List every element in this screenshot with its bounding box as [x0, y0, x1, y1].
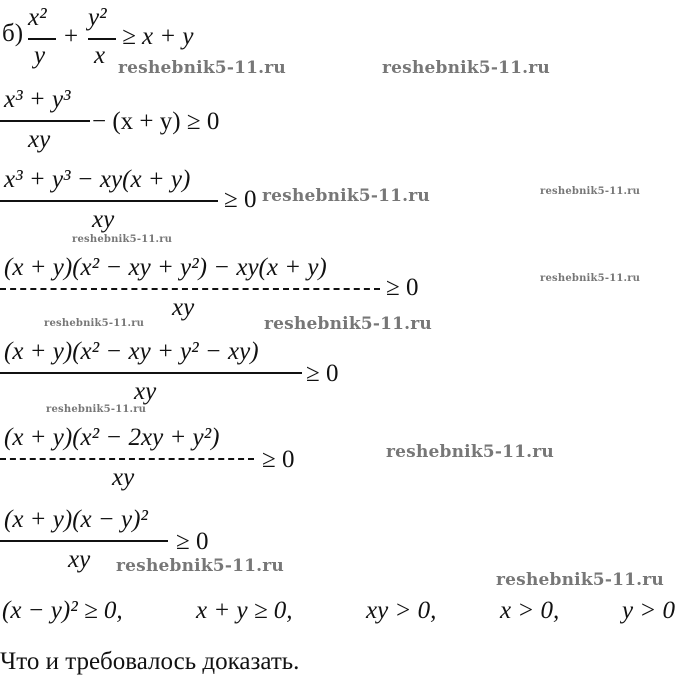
- numerator: y²: [88, 4, 107, 31]
- denominator: xy: [92, 206, 115, 233]
- fraction-bar: [0, 372, 302, 374]
- numerator: x³ + y³: [4, 86, 71, 113]
- numerator: (x + y)(x² − xy + y² − xy): [4, 338, 259, 365]
- step-2-relation: ≥ 0: [224, 186, 257, 213]
- watermark: reshebnik5-11.ru: [386, 442, 554, 462]
- fraction-bar: [0, 288, 380, 290]
- fraction-bar: [88, 38, 116, 40]
- condition-sum-nonneg: x + y ≥ 0,: [196, 597, 293, 624]
- numerator: (x + y)(x² − xy + y²) − xy(x + y): [4, 254, 327, 281]
- watermark: reshebnik5-11.ru: [116, 556, 284, 576]
- watermark: reshebnik5-11.ru: [262, 186, 430, 206]
- denominator: xy: [68, 546, 91, 573]
- watermark: reshebnik5-11.ru: [382, 58, 550, 78]
- condition-product-pos: xy > 0,: [366, 597, 437, 624]
- numerator: (x + y)(x − y)²: [4, 506, 148, 533]
- denominator: xy: [28, 126, 51, 153]
- watermark: reshebnik5-11.ru: [496, 570, 664, 590]
- denominator: y: [34, 42, 46, 69]
- step-6-relation: ≥ 0: [176, 528, 209, 555]
- watermark: reshebnik5-11.ru: [540, 186, 641, 197]
- item-label: б): [2, 20, 24, 47]
- denominator: xy: [112, 464, 135, 491]
- conclusion-text: Что и требовалось доказать.: [0, 648, 300, 675]
- fraction-bar: [0, 200, 218, 202]
- watermark: reshebnik5-11.ru: [118, 58, 286, 78]
- watermark: reshebnik5-11.ru: [264, 314, 432, 334]
- numerator: x²: [28, 4, 47, 31]
- fraction-bar: [28, 38, 56, 40]
- condition-x-pos: x > 0,: [500, 597, 560, 624]
- numerator: (x + y)(x² − 2xy + y²): [4, 424, 220, 451]
- step-4-relation: ≥ 0: [306, 360, 339, 387]
- watermark: reshebnik5-11.ru: [540, 273, 641, 284]
- fraction-bar: [0, 120, 90, 122]
- condition-y-pos: y > 0: [622, 597, 675, 624]
- watermark: reshebnik5-11.ru: [46, 404, 147, 415]
- fraction-bar: [0, 540, 168, 542]
- step-1-tail: − (x + y) ≥ 0: [92, 108, 220, 135]
- fraction-bar: [0, 458, 254, 460]
- right-hand-side: ≥ x + y: [122, 23, 194, 50]
- denominator: xy: [172, 294, 195, 321]
- plus-sign: +: [64, 23, 79, 50]
- watermark: reshebnik5-11.ru: [44, 318, 145, 329]
- step-5-relation: ≥ 0: [262, 446, 295, 473]
- denominator: xy: [134, 378, 157, 405]
- step-3-relation: ≥ 0: [386, 274, 419, 301]
- watermark: reshebnik5-11.ru: [72, 234, 173, 245]
- numerator: x³ + y³ − xy(x + y): [4, 166, 191, 193]
- denominator: x: [94, 42, 106, 69]
- condition-square-nonneg: (x − y)² ≥ 0,: [2, 597, 123, 624]
